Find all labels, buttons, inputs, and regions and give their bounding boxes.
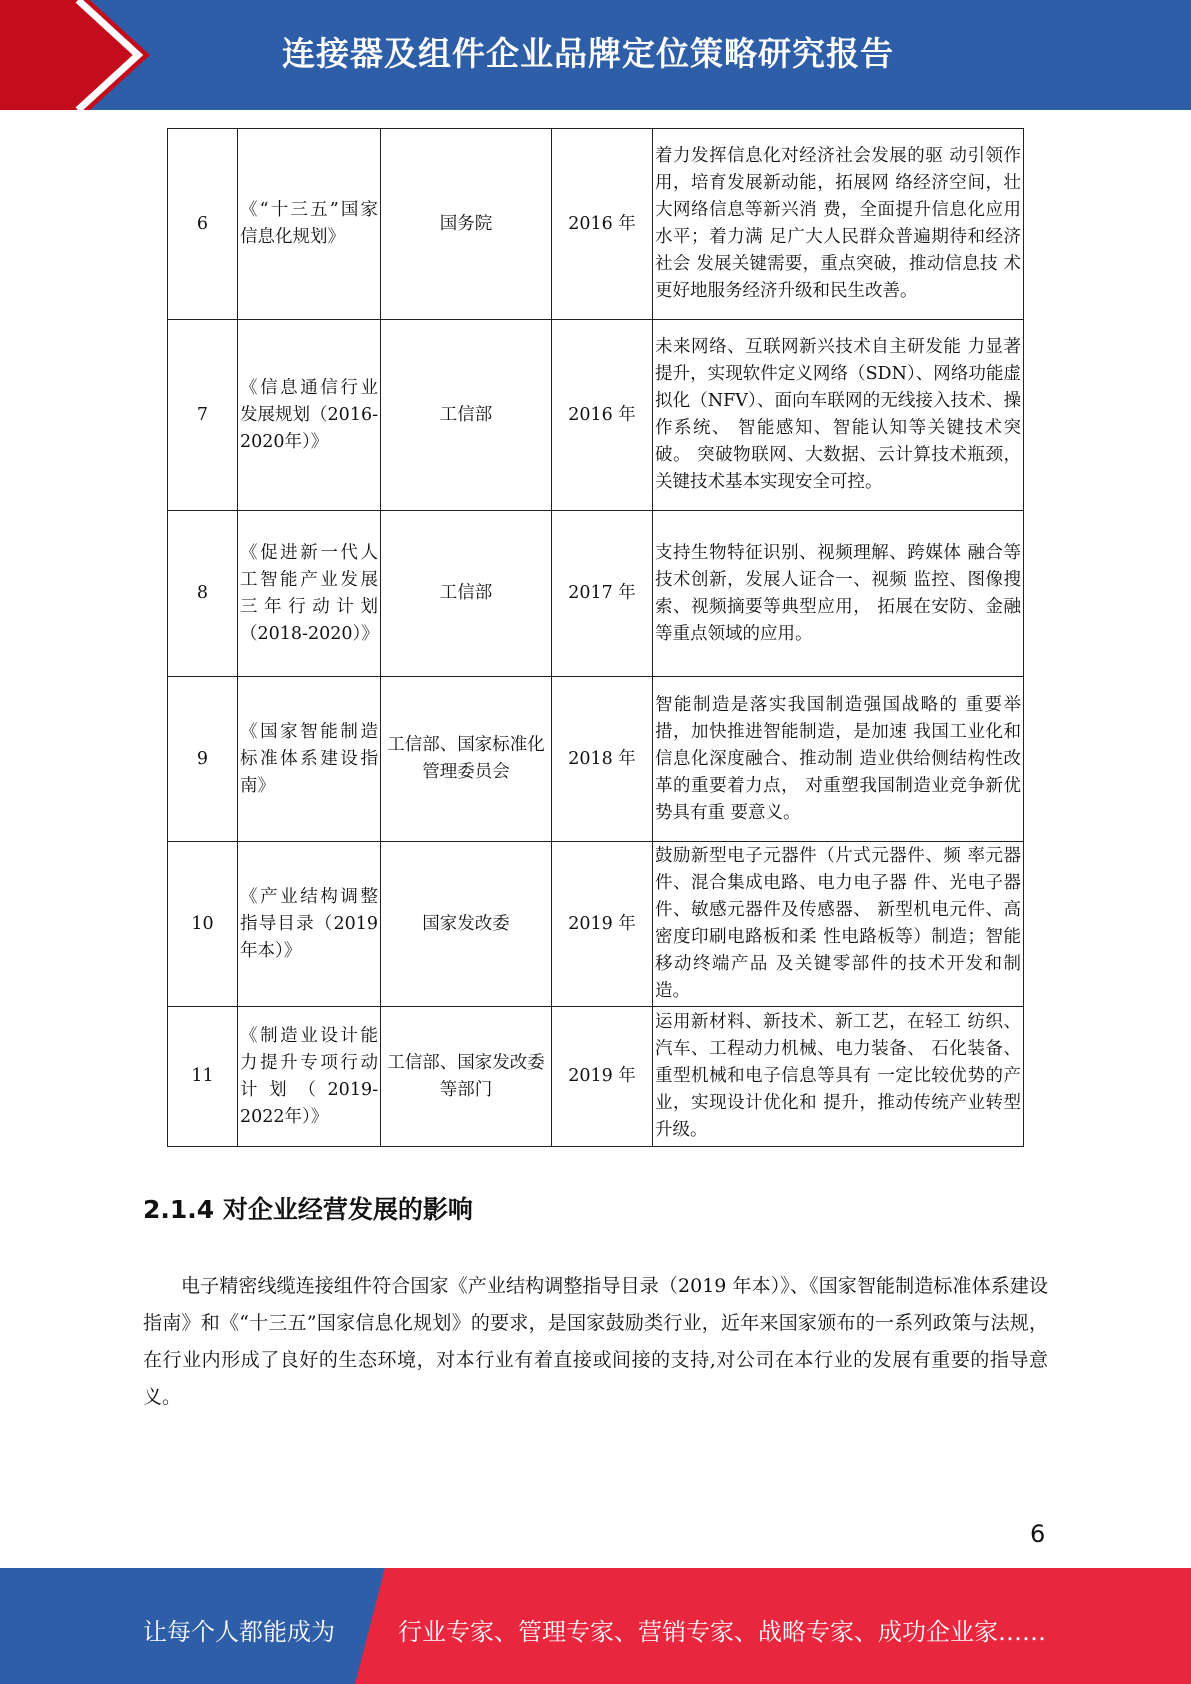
issuing-department: 国家发改委 <box>381 842 552 1007</box>
issue-year: 2019 年 <box>552 1007 653 1147</box>
body-paragraph: 电子精密线缆连接组件符合国家《产业结构调整指导目录（2019 年本）》、《国家智能制造标准体系建设指南》和《“十三五”国家信息化规划》的要求，是国家鼓励类行业，近年来国家颁布的一系列政策与法规，在行业内形成了良好的生态环境，对本行业有着直接或间接的支持,对公司在本行业的发展有重要的指导意义。 <box>143 1275 1048 1408</box>
policy-description: 着力发挥信息化对经济社会发展的驱 动引领作用，培育发展新动能，拓展网 络经济空间，壮大网络信息等新兴消 费，全面提升信息化应用水平；着力满 足广大人民群众普遍期待和经济社会 发展关键需要，重点突破，推动信息技 术更好地服务经济升级和民生改善。 <box>653 129 1024 320</box>
page-header <box>0 0 1191 110</box>
issue-year: 2016 年 <box>552 320 653 511</box>
issuing-department: 工信部、国家标准化管理委员会 <box>381 677 552 842</box>
policy-name: 《“十三五”国家信息化规划》 <box>238 129 381 320</box>
issuing-department: 工信部 <box>381 511 552 677</box>
table-row <box>168 1007 1024 1147</box>
footer-slogan-right: 行业专家、管理专家、营销专家、战略专家、成功企业家…… <box>398 1618 1046 1646</box>
policy-description: 智能制造是落实我国制造强国战略的 重要举措，加快推进智能制造，是加速 我国工业化和信息化深度融合、推动制 造业供给侧结构性改革的重要着力点， 对重塑我国制造业竞争新优势具有重 要意义。 <box>653 677 1024 842</box>
policy-description: 运用新材料、新技术、新工艺，在轻工 纺织、汽车、工程动力机械、电力装备、 石化装备、重型机械和电子信息等具有 一定比较优势的产业，实现设计优化和 提升，推动传统产业转型升级。 <box>653 1007 1024 1147</box>
table-row <box>168 842 1024 1007</box>
policy-table <box>167 128 1024 1147</box>
row-number: 10 <box>168 842 238 1007</box>
page-number: 6 <box>1030 1520 1046 1548</box>
issue-year: 2018 年 <box>552 677 653 842</box>
policy-name: 《促进新一代人工智能产业发展三年行动计划（2018-2020）》 <box>238 511 381 677</box>
issuing-department: 国务院 <box>381 129 552 320</box>
row-number: 7 <box>168 320 238 511</box>
footer-slogan-left: 让每个人都能成为 <box>143 1618 335 1646</box>
policy-description: 未来网络、互联网新兴技术自主研发能 力显著提升，实现软件定义网络（SDN）、网络功能虚拟化（NFV）、面向车联网的无线接入技术、操作系统、 智能感知、智能认知等关键技术突破。 突破物联网、大数据、云计算技术瓶颈， 关键技术基本实现安全可控。 <box>653 320 1024 511</box>
section-heading: 2.1.4 对企业经营发展的影响 <box>143 1195 473 1224</box>
policy-name: 《国家智能制造标准体系建设指南》 <box>238 677 381 842</box>
table-row <box>168 320 1024 511</box>
policy-name: 《信息通信行业发展规划（2016-2020年）》 <box>238 320 381 511</box>
row-number: 8 <box>168 511 238 677</box>
table-row <box>168 129 1024 320</box>
page-footer <box>0 1568 1191 1684</box>
issue-year: 2017 年 <box>552 511 653 677</box>
row-number: 11 <box>168 1007 238 1147</box>
table-row <box>168 511 1024 677</box>
policy-description: 支持生物特征识别、视频理解、跨媒体 融合等技术创新，发展人证合一、视频 监控、图像搜索、视频摘要等典型应用， 拓展在安防、金融等重点领域的应用。 <box>653 511 1024 677</box>
issue-year: 2019 年 <box>552 842 653 1007</box>
policy-name: 《产业结构调整指导目录（2019 年本）》 <box>238 842 381 1007</box>
policy-description: 鼓励新型电子元器件（片式元器件、频 率元器件、混合集成电路、电力电子器 件、光电子器件、敏感元器件及传感器、 新型机电元件、高密度印刷电路板和柔 性电路板等）制造；智能移动终端产品 及关键零部件的技术开发和制造。 <box>653 842 1024 1007</box>
row-number: 9 <box>168 677 238 842</box>
header-chevron-icon <box>0 0 150 110</box>
issue-year: 2016 年 <box>552 129 653 320</box>
report-title: 连接器及组件企业品牌定位策略研究报告 <box>282 34 894 73</box>
table-row <box>168 677 1024 842</box>
issuing-department: 工信部、国家发改委等部门 <box>381 1007 552 1147</box>
policy-name: 《制造业设计能力提升专项行动计划（2019-2022年）》 <box>238 1007 381 1147</box>
issuing-department: 工信部 <box>381 320 552 511</box>
row-number: 6 <box>168 129 238 320</box>
